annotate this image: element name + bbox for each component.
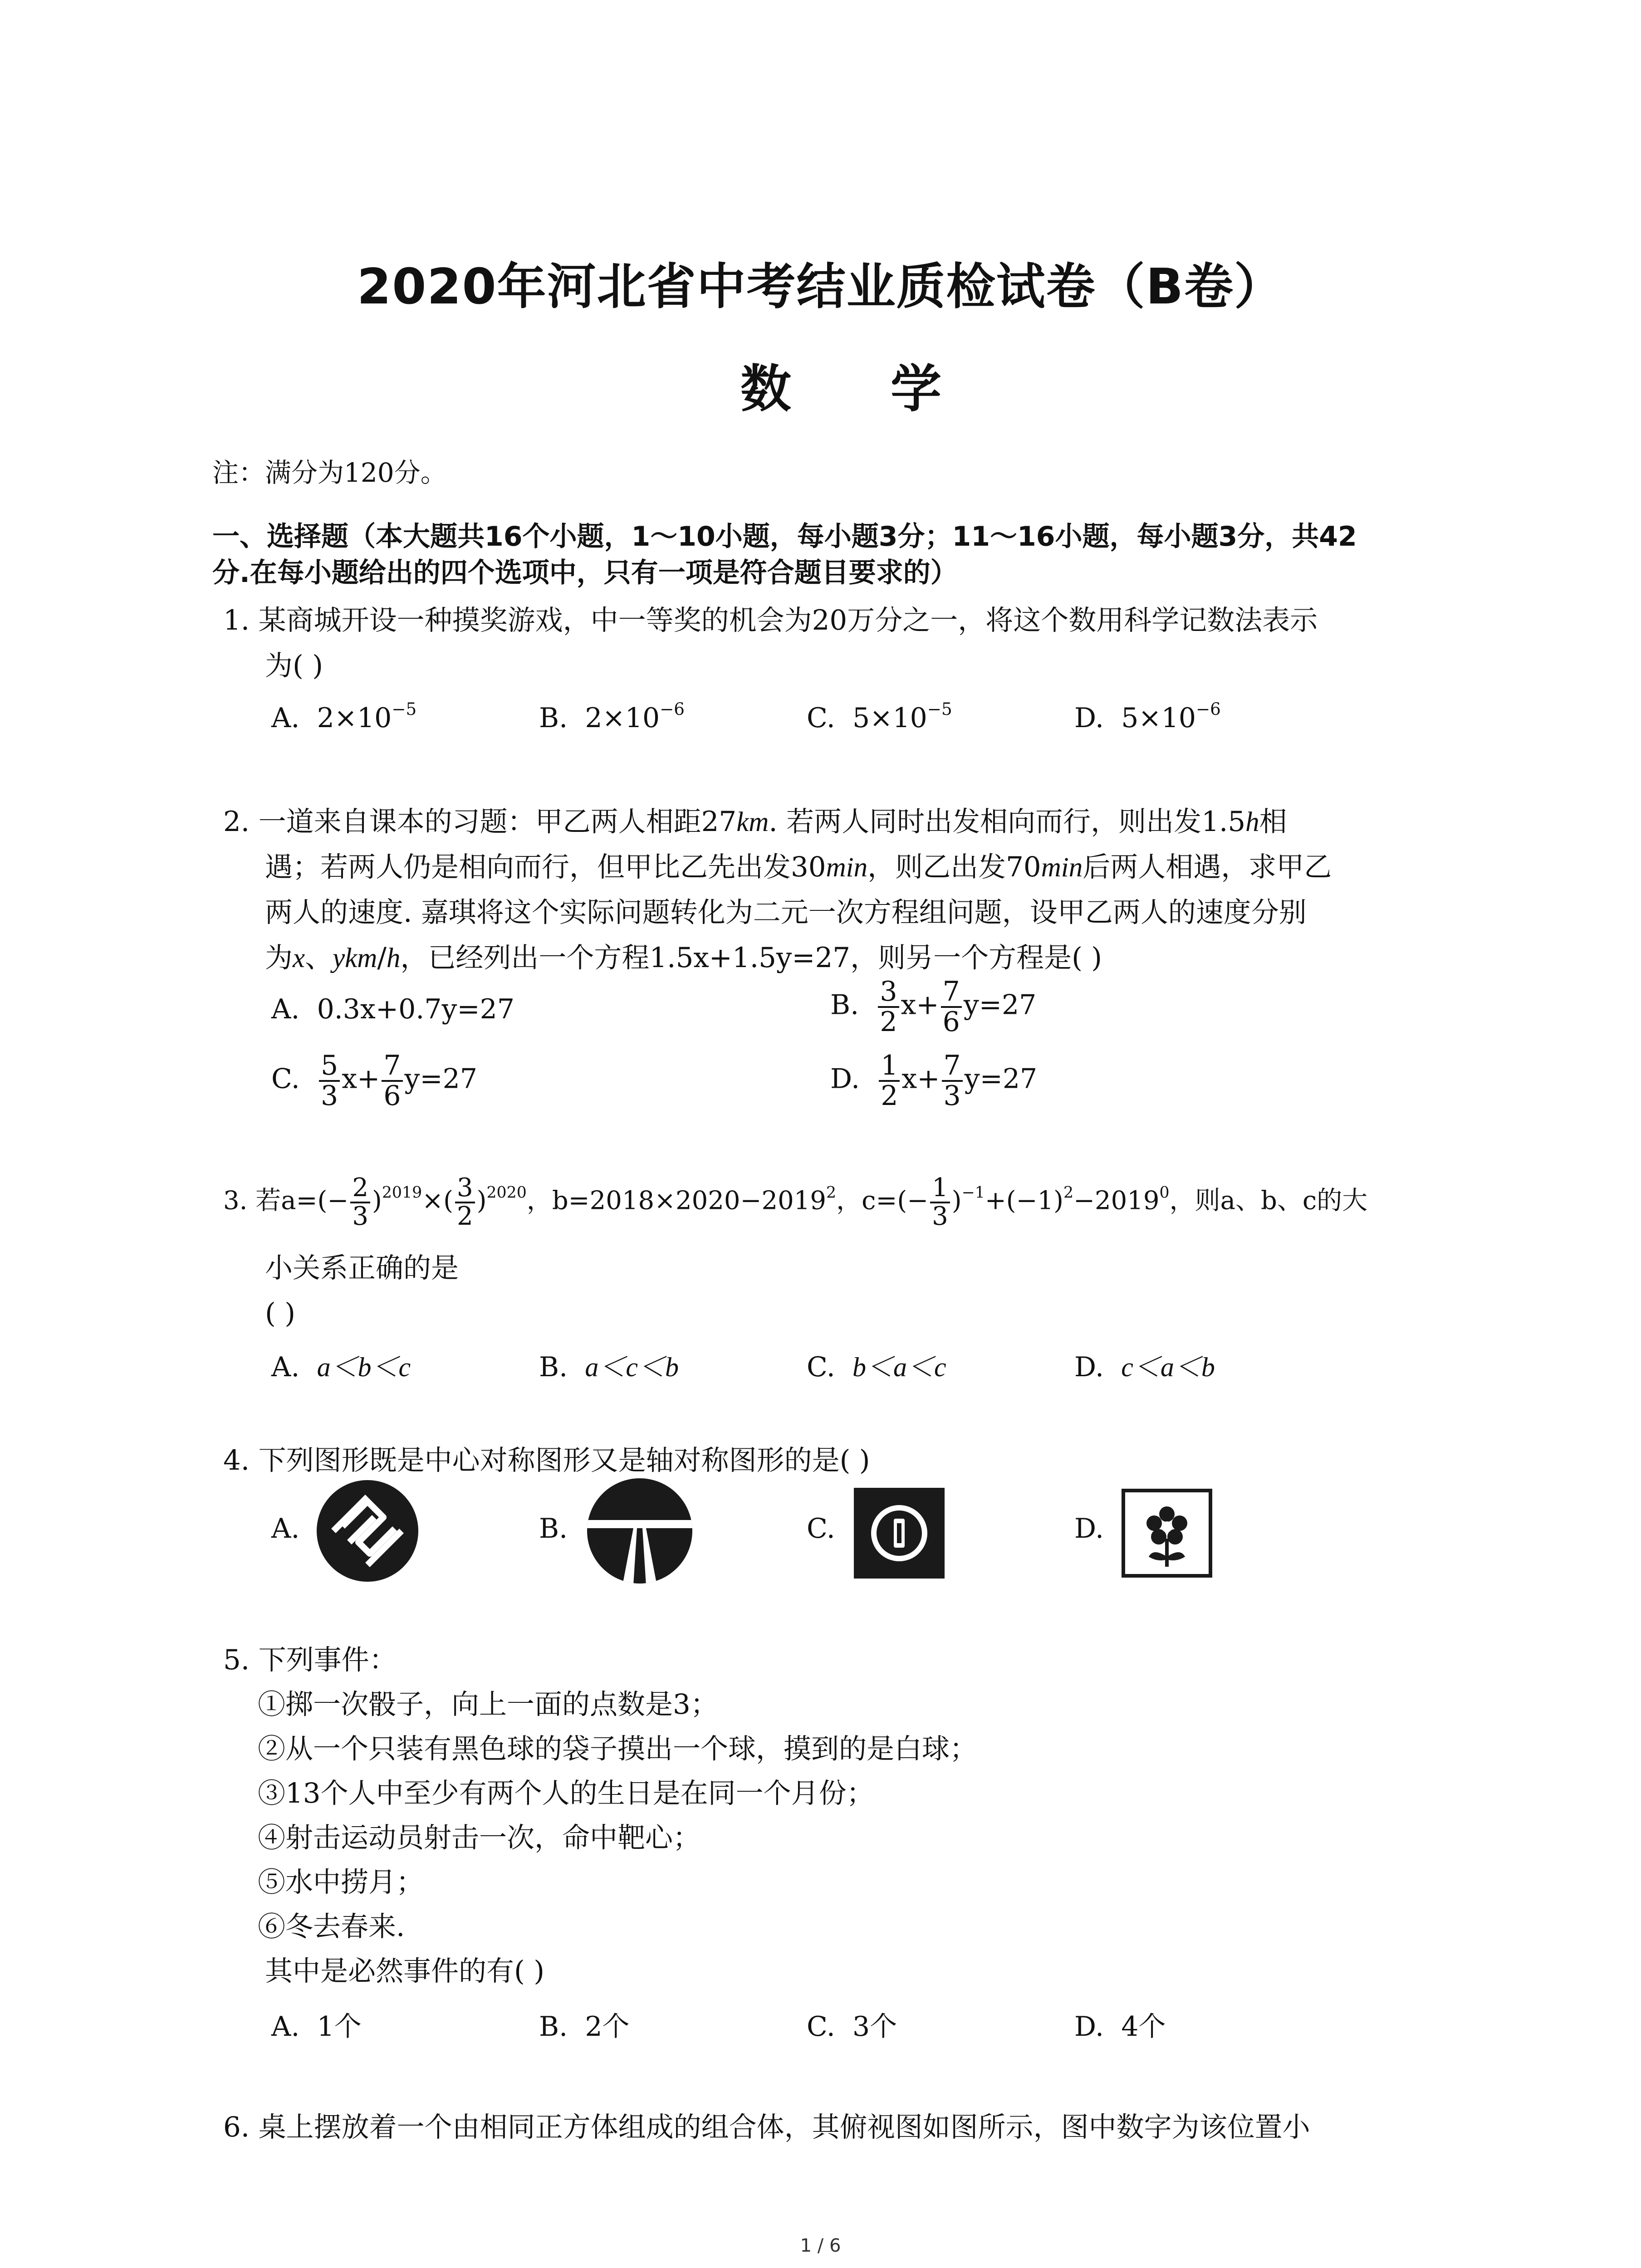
q1-option-b: B. $2\times 10^{-6}$ — [539, 699, 685, 734]
q3-stem-line3: ( ) — [265, 1297, 295, 1330]
q5-option-c: C. 3个 — [807, 2011, 897, 2043]
q5-option-b: B. 2个 — [539, 2011, 630, 2043]
q5-ask: 其中是必然事件的有( ) — [265, 1955, 544, 1987]
q1-stem-line2: 为( ) — [265, 650, 323, 682]
q3-option-d: D. c＜a＜b — [1074, 1351, 1215, 1383]
q2-option-c: C. $\frac{5}{3}$ x+ $\frac{7}{6}$ y=27 — [271, 1050, 478, 1112]
score-note: 注：满分为120分。 — [212, 457, 447, 488]
section-heading-line2: 分.在每小题给出的四个选项中，只有一项是符合题目要求的） — [212, 557, 958, 589]
power-square-icon — [854, 1488, 945, 1579]
q2-option-b: B. $\frac{3}{2}$ x+ $\frac{7}{6}$ y=27 — [830, 976, 1037, 1038]
q5-option-d: D. 4个 — [1074, 2011, 1166, 2043]
q2-stem-line4: 为x、ykm/h，已经列出一个方程1.5x+1.5y=27，则另一个方程是( ) — [265, 942, 1102, 974]
q2-option-a: A. 0.3x+0.7y=27 — [271, 993, 515, 1025]
q4-stem: 4. 下列图形既是中心对称图形又是轴对称图形的是( ) — [223, 1444, 870, 1476]
q1-option-d: D. $5\times 10^{-6}$ — [1074, 699, 1221, 734]
q5-event-4: ④射击运动员射击一次，命中靶心； — [258, 1822, 701, 1854]
subject-title: 数 学 — [740, 360, 982, 419]
q5-event-6: ⑥冬去春来. — [258, 1911, 405, 1943]
q3-option-b: B. a＜c＜b — [539, 1351, 679, 1383]
q1-option-c: C. $5\times 10^{-5}$ — [807, 699, 952, 734]
q2-stem-line1: 2. 一道来自课本的习题：甲乙两人相距27km. 若两人同时出发相向而行，则出发1.5h相 — [223, 806, 1287, 838]
q5-event-1: ①掷一次骰子，向上一面的点数是3； — [258, 1688, 718, 1721]
exam-title: 2020年河北省中考结业质检试卷（B卷） — [357, 259, 1284, 315]
q5-option-a: A. 1个 — [271, 2011, 362, 2043]
q4-option-b-label: B. — [539, 1513, 568, 1545]
china-mobile-logo-icon — [315, 1479, 420, 1583]
q4-option-d-label: D. — [1074, 1513, 1104, 1545]
q3-stem-line2: 小关系正确的是 — [265, 1252, 459, 1284]
q5-event-5: ⑤水中捞月； — [258, 1866, 424, 1898]
q6-stem-line1: 6. 桌上摆放着一个由相同正方体组成的组合体，其俯视图如图所示，图中数字为该位置小 — [223, 2111, 1310, 2143]
q3-stem-line1: 3. 若a=(− $\frac{2}{3}$ )$^{2019}$×( $\frac{3}{2}$ )$^{2020}$，$b=2018\times 2020-2019^2$，c=(− $\frac{1}{3}$ )$^{-1}+(-1)^2-2019^0$，则a、b、c的大 — [223, 1173, 1368, 1231]
road-circle-icon — [585, 1476, 694, 1585]
q3-option-c: C. b＜a＜c — [807, 1351, 946, 1383]
q4-option-c-label: C. — [807, 1513, 835, 1545]
q1-option-a: A. $2\times 10^{-5}$ — [271, 699, 417, 734]
q2-option-d: D. $\frac{1}{2}$ x+ $\frac{7}{3}$ y=27 — [830, 1050, 1038, 1112]
q5-stem: 5. 下列事件： — [223, 1644, 397, 1676]
q4-option-a-label: A. — [271, 1513, 300, 1545]
q1-stem-line1: 1. 某商城开设一种摸奖游戏，中一等奖的机会为20万分之一，将这个数用科学记数法表示 — [223, 604, 1318, 636]
flower-square-icon — [1122, 1489, 1212, 1578]
q2-stem-line3: 两人的速度. 嘉琪将这个实际问题转化为二元一次方程组问题，设甲乙两人的速度分别 — [265, 896, 1307, 929]
q5-event-3: ③13个人中至少有两个人的生日是在同一个月份； — [258, 1777, 874, 1809]
page-number: 1 / 6 — [800, 2235, 841, 2256]
q2-stem-line2: 遇；若两人仍是相向而行，但甲比乙先出发30min，则乙出发70min后两人相遇，求甲乙 — [265, 851, 1332, 883]
section-heading-line1: 一、选择题（本大题共16个小题，1～10小题，每小题3分；11～16小题，每小题3分，共42 — [212, 521, 1357, 552]
q3-option-a: A. a＜b＜c — [271, 1351, 411, 1383]
q5-event-2: ②从一个只装有黑色球的袋子摸出一个球，摸到的是白球； — [258, 1733, 978, 1765]
